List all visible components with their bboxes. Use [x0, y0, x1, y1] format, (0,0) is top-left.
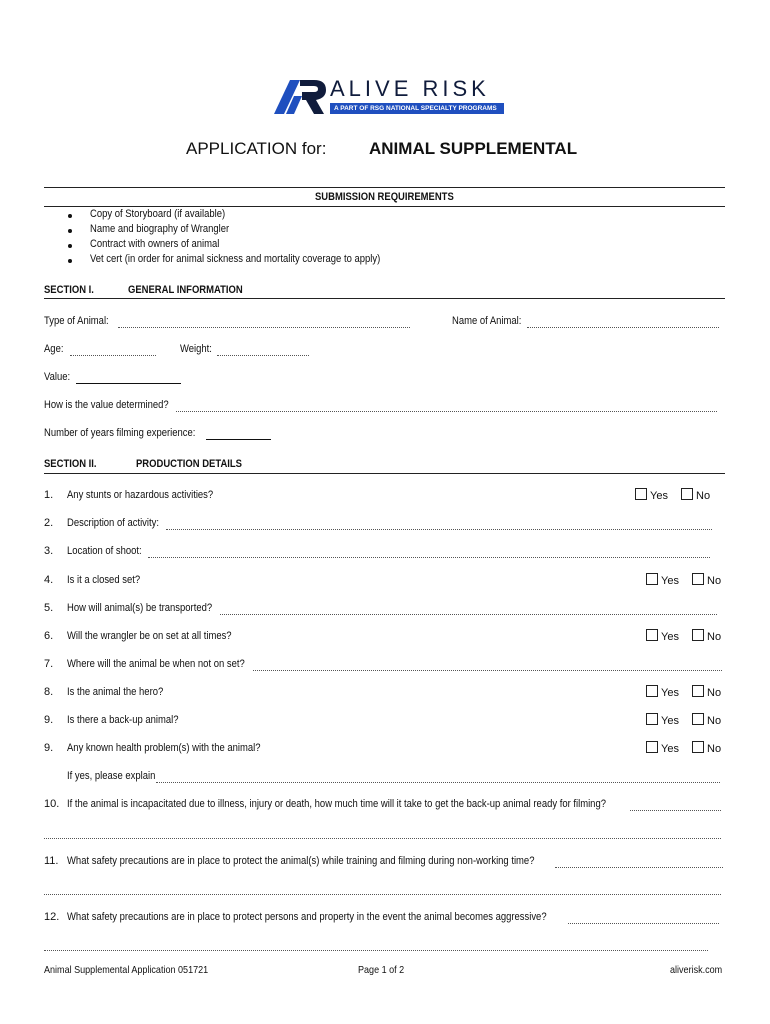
footer-website-link[interactable]: aliverisk.com — [670, 964, 723, 976]
yes-no-group — [646, 685, 721, 699]
person-safety-field[interactable] — [568, 923, 719, 924]
bullet — [68, 244, 72, 248]
question-number: 8. — [44, 686, 54, 698]
list-item: Name and biography of Wrangler — [90, 223, 230, 235]
yes-checkbox[interactable] — [635, 488, 647, 500]
name-of-animal-field[interactable] — [527, 327, 719, 328]
yes-no-group — [635, 488, 710, 502]
bullet — [68, 214, 72, 218]
question-number: 1. — [44, 489, 54, 501]
no-checkbox[interactable] — [681, 488, 693, 500]
no-label: No — [696, 490, 711, 502]
page-title: ANIMAL SUPPLEMENTAL — [369, 139, 578, 158]
age-field[interactable] — [70, 355, 156, 356]
question-number: 3. — [44, 545, 54, 557]
explain-label: If yes, please explain — [67, 770, 156, 782]
question-number: 10. — [44, 798, 60, 810]
no-label: No — [707, 631, 722, 643]
submission-heading: SUBMISSION REQUIREMENTS — [315, 191, 454, 203]
ar-logo-mark-icon — [272, 76, 328, 116]
yes-no-group — [646, 629, 721, 643]
age-label: Age: — [44, 343, 64, 355]
divider — [44, 473, 725, 474]
logo-tagline: A PART OF RSG NATIONAL SPECIALTY PROGRAMS — [330, 103, 504, 114]
question-text: Description of activity: — [67, 517, 160, 529]
section-number: SECTION I. — [44, 284, 94, 296]
backup-time-field-line2[interactable] — [44, 838, 721, 839]
divider — [44, 187, 725, 188]
question-text: Any stunts or hazardous activities? — [67, 489, 214, 501]
yes-checkbox[interactable] — [646, 741, 658, 753]
yes-no-group — [646, 741, 721, 755]
no-label: No — [707, 715, 722, 727]
no-checkbox[interactable] — [692, 573, 704, 585]
divider — [44, 206, 725, 207]
logo — [272, 76, 504, 116]
type-of-animal-field[interactable] — [118, 327, 410, 328]
page-number: Page 1 of 2 — [358, 964, 405, 976]
question-number: 12. — [44, 911, 60, 923]
question-text: What safety precautions are in place to protect the animal(s) while training and filming during non-working time? — [67, 855, 535, 867]
explain-field[interactable] — [156, 782, 720, 783]
question-text: Is it a closed set? — [67, 574, 141, 586]
list-item: Vet cert (in order for animal sickness and mortality coverage to apply) — [90, 253, 381, 265]
question-text: Will the wrangler be on set at all times? — [67, 630, 232, 642]
divider — [44, 298, 725, 299]
yes-label: Yes — [650, 490, 668, 502]
question-text: What safety precautions are in place to protect persons and property in the event the animal becomes aggressive? — [67, 911, 547, 923]
bullet — [68, 229, 72, 233]
type-of-animal-label: Type of Animal: — [44, 315, 109, 327]
question-text: Any known health problem(s) with the animal? — [67, 742, 261, 754]
question-text: Where will the animal be when not on set? — [67, 658, 245, 670]
question-number: 5. — [44, 602, 54, 614]
no-checkbox[interactable] — [692, 629, 704, 641]
yes-label: Yes — [661, 687, 679, 699]
years-experience-label: Number of years filming experience: — [44, 427, 196, 439]
transport-field[interactable] — [220, 614, 717, 615]
yes-no-group — [646, 573, 721, 587]
name-of-animal-label: Name of Animal: — [452, 315, 522, 327]
list-item: Contract with owners of animal — [90, 238, 220, 250]
location-field[interactable] — [148, 557, 710, 558]
person-safety-field-line2[interactable] — [44, 950, 708, 951]
question-text: How will animal(s) be transported? — [67, 602, 213, 614]
list-item: Copy of Storyboard (if available) — [90, 208, 226, 220]
backup-time-field[interactable] — [630, 810, 721, 811]
yes-label: Yes — [661, 715, 679, 727]
weight-label: Weight: — [180, 343, 212, 355]
no-label: No — [707, 575, 722, 587]
question-number: 9. — [44, 714, 54, 726]
question-number: 11. — [44, 855, 59, 867]
title-prefix: APPLICATION for: — [186, 139, 327, 158]
no-checkbox[interactable] — [692, 713, 704, 725]
section-title: GENERAL INFORMATION — [128, 284, 243, 296]
yes-checkbox[interactable] — [646, 629, 658, 641]
question-text: If the animal is incapacitated due to illness, injury or death, how much time will it take to get the back-up animal ready for filming? — [67, 798, 606, 810]
question-text: Is the animal the hero? — [67, 686, 164, 698]
logo-name: ALIVE RISK — [330, 76, 490, 101]
yes-label: Yes — [661, 631, 679, 643]
section-number: SECTION II. — [44, 458, 97, 470]
value-label: Value: — [44, 371, 71, 383]
question-text: Is there a back-up animal? — [67, 714, 179, 726]
question-text: Location of shoot: — [67, 545, 142, 557]
years-experience-field[interactable] — [206, 439, 271, 440]
yes-checkbox[interactable] — [646, 685, 658, 697]
no-checkbox[interactable] — [692, 741, 704, 753]
no-checkbox[interactable] — [692, 685, 704, 697]
question-number: 4. — [44, 574, 54, 586]
footer-form-id: Animal Supplemental Application 051721 — [44, 964, 209, 976]
yes-label: Yes — [661, 743, 679, 755]
how-value-field[interactable] — [176, 411, 717, 412]
how-value-label: How is the value determined? — [44, 399, 169, 411]
question-number: 9. — [44, 742, 54, 754]
yes-checkbox[interactable] — [646, 573, 658, 585]
yes-no-group — [646, 713, 721, 727]
yes-checkbox[interactable] — [646, 713, 658, 725]
bullet — [68, 259, 72, 263]
yes-label: Yes — [661, 575, 679, 587]
question-number: 6. — [44, 630, 54, 642]
no-label: No — [707, 743, 722, 755]
off-set-location-field[interactable] — [253, 670, 722, 671]
description-field[interactable] — [166, 529, 712, 530]
animal-safety-field-line2[interactable] — [44, 894, 721, 895]
weight-field[interactable] — [217, 355, 309, 356]
value-field[interactable] — [76, 383, 181, 384]
no-label: No — [707, 687, 722, 699]
question-number: 2. — [44, 517, 54, 529]
section-title: PRODUCTION DETAILS — [136, 458, 242, 470]
animal-safety-field[interactable] — [555, 867, 723, 868]
question-number: 7. — [44, 658, 54, 670]
